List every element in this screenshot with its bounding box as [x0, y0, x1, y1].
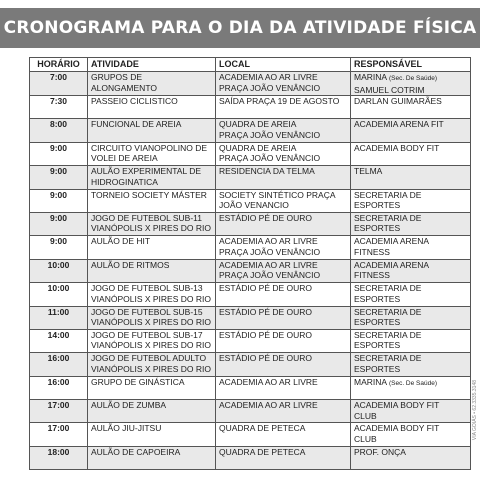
table-row	[30, 329, 471, 352]
responsible-line: CLUB	[354, 410, 377, 421]
responsible-line: ESPORTES	[354, 363, 401, 374]
activity-line: TORNEIO SOCIETY MÁSTER	[91, 189, 207, 200]
activity-cell	[88, 283, 216, 306]
location-line: ESTÁDIO PÉ DE OURO	[219, 306, 313, 317]
location-cell	[216, 400, 351, 423]
responsible-cell	[351, 376, 471, 399]
activity-cell	[88, 166, 216, 189]
activity-cell	[88, 96, 216, 119]
location-cell	[216, 376, 351, 399]
time-text: 17:00	[47, 423, 70, 434]
time-cell	[30, 142, 88, 165]
activity-cell	[88, 259, 216, 282]
table-row	[30, 212, 471, 235]
responsible-line: SECRETARIA DE	[354, 283, 422, 294]
location-cell	[216, 329, 351, 352]
location-line: QUADRA DE PETECA	[219, 446, 306, 457]
activity-cell	[88, 306, 216, 329]
responsible-cell	[351, 166, 471, 189]
table-row	[30, 283, 471, 306]
responsible-cell	[351, 306, 471, 329]
activity-cell	[88, 376, 216, 399]
location-line: ESTÁDIO PÉ DE OURO	[219, 283, 313, 294]
activity-line: FUNCIONAL DE AREIA	[91, 119, 182, 130]
activity-line: AULÃO DE HIT	[91, 236, 151, 247]
activity-line: AULÃO DE ZUMBA	[91, 400, 167, 411]
location-cell	[216, 142, 351, 165]
time-cell	[30, 166, 88, 189]
responsible-cell	[351, 283, 471, 306]
activity-line: JOGO DE FUTEBOL SUB-11	[91, 212, 202, 223]
responsible-cell	[351, 329, 471, 352]
responsible-line: SECRETARIA DE	[354, 329, 422, 340]
responsible-cell	[351, 446, 471, 469]
time-cell	[30, 376, 88, 399]
activity-line: AULÃO JIU-JITSU	[91, 423, 162, 434]
activity-cell	[88, 423, 216, 446]
responsible-line: MARINA (Sec. De Saúde)	[354, 376, 438, 387]
time-cell	[30, 236, 88, 259]
time-cell	[30, 119, 88, 142]
header-location: LOCAL	[216, 58, 351, 72]
location-line: SOCIETY SINTÉTICO PRAÇA	[219, 189, 336, 200]
activity-cell	[88, 446, 216, 469]
time-text: 18:00	[47, 446, 70, 457]
responsible-line: ESPORTES	[354, 340, 401, 351]
table-row	[30, 119, 471, 142]
time-text: 17:00	[47, 400, 70, 411]
location-line: PRAÇA JOÃO VENÂNCIO	[219, 129, 321, 140]
responsible-cell	[351, 119, 471, 142]
table-row	[30, 306, 471, 329]
responsible-line: ACADEMIA ARENA FIT	[354, 119, 444, 130]
responsible-cell	[351, 212, 471, 235]
time-cell	[30, 353, 88, 376]
activity-line: JOGO DE FUTEBOL ADULTO	[91, 353, 207, 364]
header-activity: ATIVIDADE	[88, 58, 216, 72]
watermark: VIA GOIÁS • 62.3335.3148	[472, 380, 478, 441]
location-line: PRAÇA JOÃO VENÂNCIO	[219, 246, 321, 257]
responsible-line: ESPORTES	[354, 223, 401, 234]
time-cell	[30, 96, 88, 119]
responsible-cell	[351, 423, 471, 446]
table-row	[30, 376, 471, 399]
location-cell	[216, 423, 351, 446]
table-row	[30, 166, 471, 189]
responsible-line: ACADEMIA BODY FIT	[354, 423, 440, 434]
responsible-line: FITNESS	[354, 270, 390, 281]
time-text: 9:00	[49, 236, 67, 247]
time-cell	[30, 423, 88, 446]
activity-line: GRUPO DE GINÁSTICA	[91, 376, 185, 387]
table-row	[30, 189, 471, 212]
responsible-line: TELMA	[354, 166, 383, 177]
table-row	[30, 446, 471, 469]
responsible-cell	[351, 236, 471, 259]
table-row	[30, 423, 471, 446]
activity-line: VIANÓPOLIS X PIRES DO RIO	[91, 340, 211, 351]
activity-line: CIRCUITO VIANOPOLINO DE	[91, 142, 208, 153]
activity-line: VOLEI DE AREIA	[91, 153, 158, 164]
activity-line: AULÃO DE CAPOEIRA	[91, 446, 181, 457]
responsible-line: SECRETARIA DE	[354, 306, 422, 317]
activity-line: GRUPOS DE	[91, 72, 143, 82]
location-line: QUADRA DE PETECA	[219, 423, 306, 434]
activity-line: HIDROGINATICA	[91, 176, 158, 187]
activity-cell	[88, 400, 216, 423]
responsible-line: ESPORTES	[354, 317, 401, 328]
location-cell	[216, 72, 351, 96]
location-line: PRAÇA JOÃO VENÂNCIO	[219, 82, 321, 93]
time-cell	[30, 446, 88, 469]
responsible-cell	[351, 142, 471, 165]
activity-line: JOGO DE FUTEBOL SUB-17	[91, 329, 203, 340]
time-cell	[30, 306, 88, 329]
activity-cell	[88, 353, 216, 376]
responsible-line: SECRETARIA DE	[354, 353, 422, 364]
responsible-line: ACADEMIA ARENA	[354, 259, 430, 270]
location-line: QUADRA DE AREIA	[219, 119, 297, 130]
location-line: ACADEMIA AO AR LIVRE	[219, 236, 318, 247]
location-cell	[216, 189, 351, 212]
responsible-cell	[351, 72, 471, 96]
location-line: ACADEMIA AO AR LIVRE	[219, 72, 318, 82]
responsible-cell	[351, 189, 471, 212]
activity-line: VIANÓPOLIS X PIRES DO RIO	[91, 363, 211, 374]
time-text: 11:00	[47, 306, 70, 317]
time-text: 14:00	[47, 329, 70, 340]
location-cell	[216, 283, 351, 306]
responsible-line: ACADEMIA ARENA	[354, 236, 430, 247]
time-cell	[30, 189, 88, 212]
activity-line: AULÃO DE RITMOS	[91, 259, 170, 270]
schedule-table	[29, 57, 471, 470]
activity-cell	[88, 329, 216, 352]
time-text: 9:00	[49, 189, 67, 200]
location-cell	[216, 353, 351, 376]
time-text: 7:00	[49, 72, 67, 82]
activity-line: PASSEIO CICLISTICO	[91, 96, 178, 106]
responsible-line: SECRETARIA DE	[354, 212, 422, 223]
location-cell	[216, 96, 351, 119]
time-text: 16:00	[47, 353, 70, 364]
responsible-line: PROF. ONÇA	[354, 446, 406, 457]
responsible-line: SECRETARIA DE	[354, 189, 422, 200]
location-line: SAÍDA PRAÇA 19 DE AGOSTO	[219, 96, 340, 106]
time-text: 10:00	[47, 259, 70, 270]
location-line: QUADRA DE AREIA	[219, 142, 297, 153]
responsible-note: (Sec. De Saúde)	[388, 75, 438, 82]
responsible-line: ESPORTES	[354, 200, 401, 211]
time-text: 9:00	[49, 142, 67, 153]
responsible-line: ESPORTES	[354, 293, 401, 304]
location-cell	[216, 306, 351, 329]
activity-line: VIANÓPOLIS X PIRES DO RIO	[91, 223, 211, 234]
location-line: PRAÇA JOÃO VENÂNCIO	[219, 270, 321, 281]
header-row	[30, 58, 471, 72]
time-text: 16:00	[47, 376, 70, 387]
location-cell	[216, 259, 351, 282]
responsible-line: MARINA (Sec. De Saúde)	[354, 72, 438, 82]
title-banner	[0, 8, 480, 48]
activity-line: JOGO DE FUTEBOL SUB-15	[91, 306, 203, 317]
location-cell	[216, 166, 351, 189]
location-cell	[216, 446, 351, 469]
time-cell	[30, 400, 88, 423]
activity-line: VIANÓPOLIS X PIRES DO RIO	[91, 293, 211, 304]
responsible-line: FITNESS	[354, 246, 390, 257]
table-row	[30, 236, 471, 259]
table-row	[30, 353, 471, 376]
responsible-cell	[351, 400, 471, 423]
time-cell	[30, 259, 88, 282]
table-row	[30, 72, 471, 96]
activity-cell	[88, 142, 216, 165]
location-line: ESTÁDIO PÉ DE OURO	[219, 353, 313, 364]
time-cell	[30, 283, 88, 306]
location-line: ESTÁDIO PÉ DE OURO	[219, 329, 313, 340]
header-responsible: RESPONSÁVEL	[351, 58, 471, 72]
table-row	[30, 142, 471, 165]
time-text: 10:00	[47, 283, 70, 294]
location-cell	[216, 119, 351, 142]
activity-line: ALONGAMENTO	[91, 82, 157, 93]
activity-cell	[88, 189, 216, 212]
location-cell	[216, 236, 351, 259]
activity-line: AULÃO EXPERIMENTAL DE	[91, 166, 202, 177]
location-line: PRAÇA JOÃO VENÂNCIO	[219, 153, 321, 164]
responsible-line: DARLAN GUIMARÃES	[354, 96, 442, 106]
page-title: CRONOGRAMA PARA O DIA DA ATIVIDADE FÍSICA	[3, 18, 477, 38]
time-cell	[30, 329, 88, 352]
responsible-cell	[351, 96, 471, 119]
responsible-line: SAMUEL COTRIM	[354, 84, 425, 95]
responsible-note: (Sec. De Saúde)	[388, 379, 438, 387]
time-cell	[30, 72, 88, 96]
location-cell	[216, 212, 351, 235]
location-line: RESIDENCIA DA TELMA	[219, 166, 315, 177]
table-row	[30, 96, 471, 119]
location-line: ESTÁDIO PÉ DE OURO	[219, 212, 313, 223]
table-row	[30, 400, 471, 423]
location-line: ACADEMIA AO AR LIVRE	[219, 400, 318, 411]
activity-cell	[88, 72, 216, 96]
time-cell	[30, 212, 88, 235]
time-text: 7:30	[49, 96, 67, 106]
responsible-line: CLUB	[354, 433, 377, 444]
responsible-cell	[351, 259, 471, 282]
responsible-cell	[351, 353, 471, 376]
location-line: ACADEMIA AO AR LIVRE	[219, 259, 318, 270]
activity-cell	[88, 236, 216, 259]
location-line: JOÃO VENANCIO	[219, 200, 289, 211]
schedule-body	[30, 72, 471, 470]
activity-cell	[88, 119, 216, 142]
location-line: ACADEMIA AO AR LIVRE	[219, 376, 318, 387]
activity-cell	[88, 212, 216, 235]
table-row	[30, 259, 471, 282]
time-text: 9:00	[49, 212, 67, 223]
time-text: 8:00	[49, 119, 67, 130]
header-time: HORÁRIO	[30, 58, 88, 72]
responsible-line: ACADEMIA BODY FIT	[354, 142, 440, 153]
time-text: 9:00	[49, 166, 67, 177]
activity-line: VIANÓPOLIS X PIRES DO RIO	[91, 317, 211, 328]
activity-line: JOGO DE FUTEBOL SUB-13	[91, 283, 203, 294]
responsible-line: ACADEMIA BODY FIT	[354, 400, 440, 411]
